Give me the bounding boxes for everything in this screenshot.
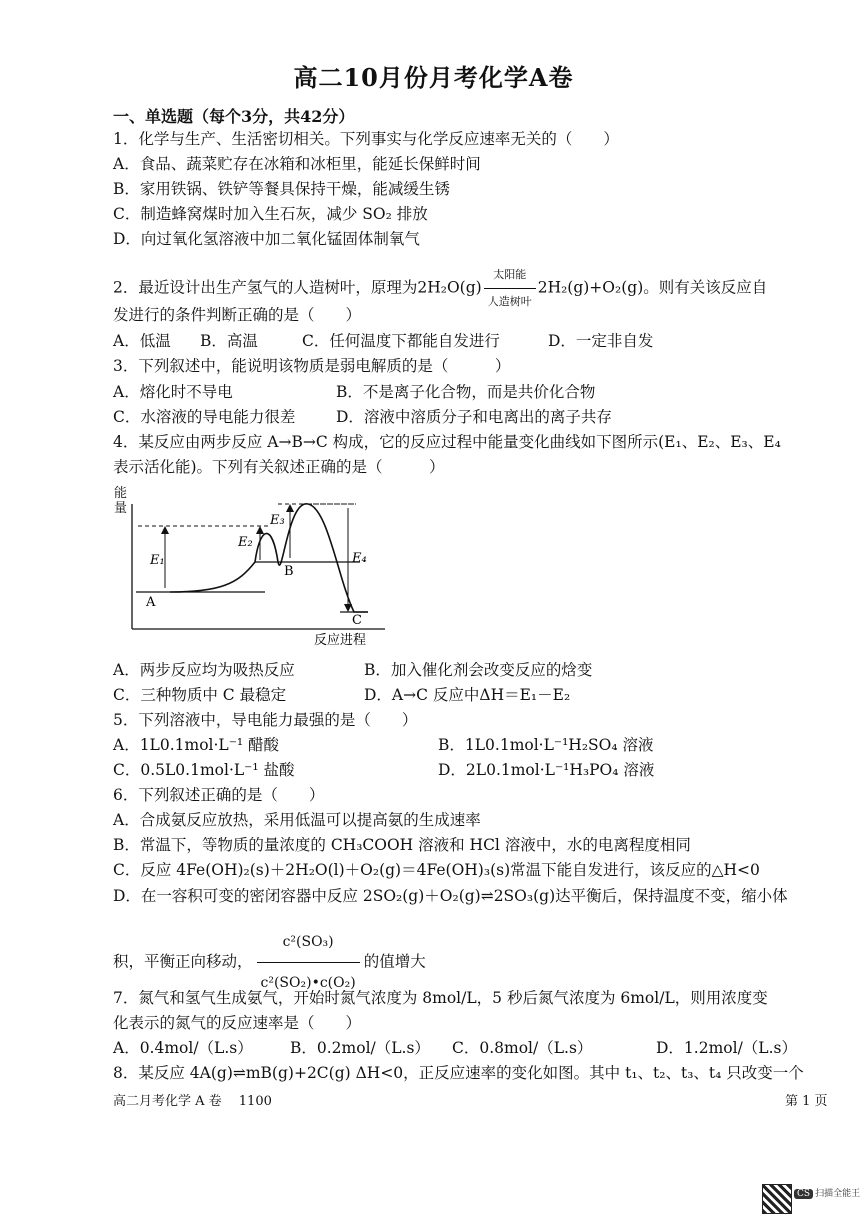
y-axis-label: 能量 (114, 486, 128, 516)
q1-option-a: A．食品、蔬菜贮存在冰箱和冰柜里，能延长保鲜时间 (113, 155, 481, 173)
q7-option-a: A．0.4mol/（L.s） (113, 1039, 253, 1057)
q3-option-d: D．溶液中溶质分子和电离出的离子共存 (336, 408, 612, 426)
page-title: 高二10月份月考化学A卷 (293, 63, 574, 92)
q2-option-c: C．任何温度下都能自发进行 (302, 332, 500, 350)
q6-option-c: C．反应 4Fe(OH)₂(s)＋2H₂O(l)＋O₂(g)＝4Fe(OH)₃(s)常温下能自发进行，该反应的△H<0 (113, 861, 760, 879)
q6-d-line2-pre: 积，平衡正向移动， (113, 952, 253, 971)
label-e2: E₂ (238, 535, 253, 550)
footer-page-number: 第 1 页 (785, 1094, 828, 1109)
q8-stem: 8．某反应 4A(g)⇌mB(g)+2C(g) ΔH<0，正反应速率的变化如图。其中 t₁、t₂、t₃、t₄ 只改变一个 (113, 1064, 804, 1082)
scanner-watermark (794, 1186, 860, 1199)
q3-option-c: C．水溶液的导电能力很差 (113, 408, 296, 426)
q5-option-d: D．2L0.1mol·L⁻¹H₃PO₄ 溶液 (438, 761, 655, 779)
q2-eq-left: 2H₂O(g) (417, 278, 482, 297)
q1-option-b: B．家用铁锅、铁铲等餐具保持干燥，能减缓生锈 (113, 180, 450, 198)
q5-option-b: B．1L0.1mol·L⁻¹H₂SO₄ 溶液 (438, 736, 654, 754)
q2-stem-line2: 发进行的条件判断正确的是（ ） (113, 306, 362, 324)
footer-left: 高二月考化学 A 卷 1100 (113, 1094, 272, 1109)
q7-stem-line1: 7．氮气和氢气生成氨气，开始时氮气浓度为 8mol/L，5 秒后氮气浓度为 6mol/L，则用浓度变 (113, 989, 768, 1007)
q2-reaction-arrow (484, 262, 536, 315)
q4-option-d: D．A→C 反应中ΔH＝E₁－E₂ (364, 686, 571, 704)
q7-option-b: B．0.2mol/（L.s） (290, 1039, 430, 1057)
q6-option-d: D．在一容积可变的密闭容器中反应 2SO₂(g)＋O₂(g)⇌2SO₃(g)达平衡后，保持温度不变，缩小体 (113, 887, 788, 905)
energy-profile-diagram (110, 484, 400, 650)
label-e3: E₃ (270, 513, 285, 528)
label-a: A (146, 595, 156, 610)
q4-option-a: A．两步反应均为吸热反应 (113, 661, 295, 679)
q2-option-d: D．一定非自发 (548, 332, 654, 350)
q1-option-d: D．向过氧化氢溶液中加二氧化锰固体制氧气 (113, 230, 420, 248)
q2-stem-post: 。则有关该反应自 (643, 278, 768, 297)
label-c: C (352, 613, 362, 628)
q7-option-c: C．0.8mol/（L.s） (452, 1039, 593, 1057)
scanner-name: 扫描全能王 (815, 1189, 861, 1199)
energy-curve (170, 504, 368, 612)
qr-code-icon (762, 1184, 792, 1214)
q3-option-b: B．不是离子化合物，而是共价化合物 (336, 383, 596, 401)
q4-option-c: C．三种物质中 C 最稳定 (113, 686, 287, 704)
q7-stem-line2: 化表示的氮气的反应速率是（ ） (113, 1014, 362, 1032)
q6-stem: 6．下列叙述正确的是（ ） (113, 786, 325, 804)
q3-option-a: A．熔化时不导电 (113, 383, 233, 401)
q6-option-a: A．合成氨反应放热，采用低温可以提高氨的生成速率 (113, 811, 481, 829)
scanner-badge: CS (794, 1189, 813, 1199)
q5-option-c: C．0.5L0.1mol·L⁻¹ 盐酸 (113, 761, 295, 779)
x-axis-label: 反应进程 (314, 633, 367, 648)
q5-option-a: A．1L0.1mol·L⁻¹ 醋酸 (113, 736, 280, 754)
label-b: B (284, 564, 294, 579)
q2-option-b: B．高温 (200, 332, 258, 350)
q4-stem-line1: 4．某反应由两步反应 A→B→C 构成，它的反应过程中能量变化曲线如下图所示(E₁、E₂、E₃、E₄ (113, 433, 781, 451)
q5-stem: 5．下列溶液中，导电能力最强的是（ ） (113, 711, 418, 729)
label-e1: E₁ (150, 553, 165, 568)
q4-stem-line2: 表示活化能)。下列有关叙述正确的是（ ） (113, 458, 445, 476)
q6-d-line2-post: 的值增大 (363, 952, 426, 971)
q1-option-c: C．制造蜂窝煤时加入生石灰，减少 SO₂ 排放 (113, 205, 428, 223)
q6-option-b: B．常温下，等物质的量浓度的 CH₃COOH 溶液和 HCl 溶液中，水的电离程度相同 (113, 836, 691, 854)
q2-stem-pre: 2．最近设计出生产氢气的人造树叶，原理为 (113, 278, 418, 297)
q2-option-a: A．低温 (113, 332, 171, 350)
q6-fraction-numerator: c²(SO₃) (257, 922, 360, 963)
q3-stem: 3．下列叙述中，能说明该物质是弱电解质的是（ ） (113, 357, 511, 375)
q6-fraction-denominator: c²(SO₂)•c(O₂) (260, 975, 356, 991)
q1-stem: 1．化学与生产、生活密切相关。下列事实与化学反应速率无关的（ ） (113, 130, 619, 148)
label-e4: E₄ (352, 551, 367, 566)
q7-option-d: D．1.2mol/（L.s） (656, 1039, 797, 1057)
q2-eq-right: 2H₂(g)+O₂(g) (537, 278, 644, 297)
q4-option-b: B．加入催化剂会改变反应的焓变 (364, 661, 593, 679)
q2-cond-bottom: 人造树叶 (487, 295, 532, 308)
q2-cond-top: 太阳能 (484, 262, 536, 289)
section-heading: 一、单选题（每个3分，共42分） (113, 107, 355, 126)
